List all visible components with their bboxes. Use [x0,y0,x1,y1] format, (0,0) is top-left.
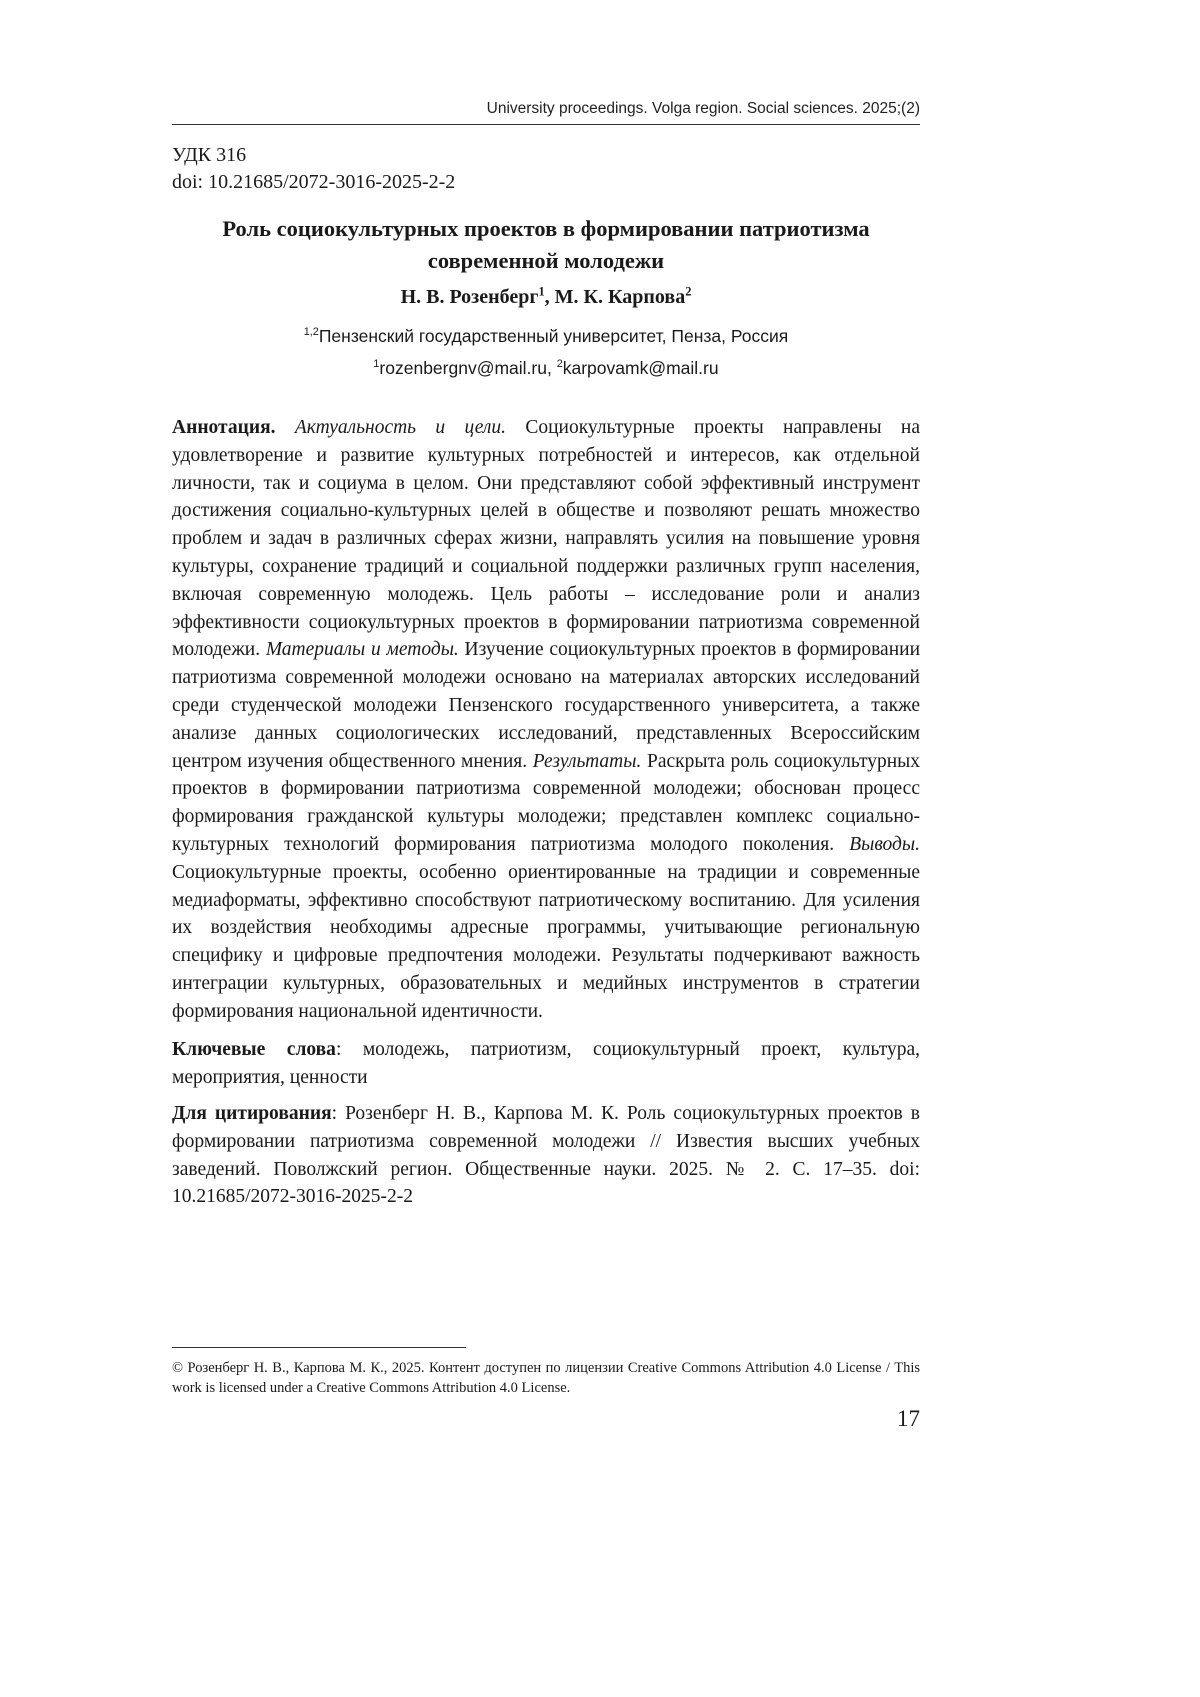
doi: doi: 10.21685/2072-3016-2025-2-2 [172,171,456,193]
footnote-divider [172,1347,466,1348]
citation-label: Для цитирования [172,1103,332,1124]
affiliation-mark: 1,2 [303,326,319,339]
article-title [172,213,920,277]
license-footnote: © Розенберг Н. В., Карпова М. К., 2025. Контент доступен по лицензии Creative Commons Attribution 4.0 License / This work is licensed under a Creative Commons Attribution 4.0 License. [172,1360,920,1396]
affiliation-text: Пензенский государственный университет, Пенза, Россия [318,326,789,346]
author-list [172,286,920,309]
title-line-1: Роль социокультурных проектов в формировании патриотизма [222,216,870,241]
conclusions-label: Выводы. [849,833,920,855]
author-separator: , [544,286,555,308]
methods-label: Материалы и методы. [265,639,459,661]
keywords-label: Ключевые слова [172,1039,336,1060]
page-number: 17 [897,1406,920,1431]
title-line-2: современной молодежи [427,248,665,273]
running-header: University proceedings. Volga region. Social sciences. 2025;(2) [486,100,920,117]
author-emails [172,358,920,379]
email-separator: , [546,358,557,378]
author-1: Н. В. Розенберг [400,286,539,308]
results-text: Раскрыта роль социокультурных проектов в формировании патриотизма современной молодежи; обоснован процесс формирования гражданской культуры молодежи; представлен комплекс социально-культурных технологий формирования патриотизма молодого поколения. [172,750,921,855]
citation-text: : Розенберг Н. В., Карпова М. К. Роль социокультурных проектов в формировании патриотизма современной молодежи // Известия высших учебных заведений. Поволжский регион. Общественные науки. 2025. № 2. С. 17–35. doi: 10.21685/2072-3016-2025-2-2 [172,1103,920,1208]
author-2: М. К. Карпова [554,286,686,308]
header-divider [172,124,920,125]
udk-code: УДК 316 [172,144,247,166]
email-2-mark: 2 [556,358,563,371]
methods-text: Изучение социокультурных проектов в формировании патриотизма современной молодежи основано на материалах авторских исследований среди студенческой молодежи Пензенского государственного университета, а также анализе данных социологических исследований, представленных Всероссийским центром изучения общественного мнения. [172,639,921,772]
citation [172,1100,920,1211]
affiliation [172,326,920,347]
keywords [172,1036,920,1092]
abstract-label: Аннотация. [172,417,276,438]
author-2-affil-mark: 2 [685,284,692,299]
relevance-text: Социокультурные проекты направлены на удовлетворение и развитие культурных потребностей и интересов, как отдельной личности, так и социума в целом. Они представляют собой эффективный инструмент достижения социально-культурных целей в обществе и позволяют решать множество проблем и задач в различных сферах жизни, направлять усилия на повышение уровня культуры, сохранение традиций и социальной поддержки различных групп населения, включая современную молодежь. Цель работы – исследование роли и анализ эффективности социокультурных проектов в формировании патриотизма современной молодежи. [172,417,920,661]
author-1-affil-mark: 1 [538,284,545,299]
keywords-text: : молодежь, патриотизм, социокультурный проект, культура, мероприятия, ценности [172,1039,920,1088]
article-meta [172,142,455,196]
conclusions-text: Социокультурные проекты, особенно ориентированные на традиции и современные медиаформаты, эффективно способствуют патриотическому воспитанию. Для усиления их воздействия необходимы адресные программы, учитывающие региональную специфику и цифровые предпочтения молодежи. Результаты подчеркивают важность интеграции культурных, образовательных и медийных инструментов в стратегии формирования национальной идентичности. [172,861,920,1022]
email-1[interactable]: rozenbergnv@mail.ru [379,358,547,378]
relevance-label: Актуальность и цели. [294,417,507,438]
abstract [172,414,920,1026]
email-2[interactable]: karpovamk@mail.ru [562,358,719,378]
email-1-mark: 1 [373,358,380,371]
results-label: Результаты. [532,750,642,772]
